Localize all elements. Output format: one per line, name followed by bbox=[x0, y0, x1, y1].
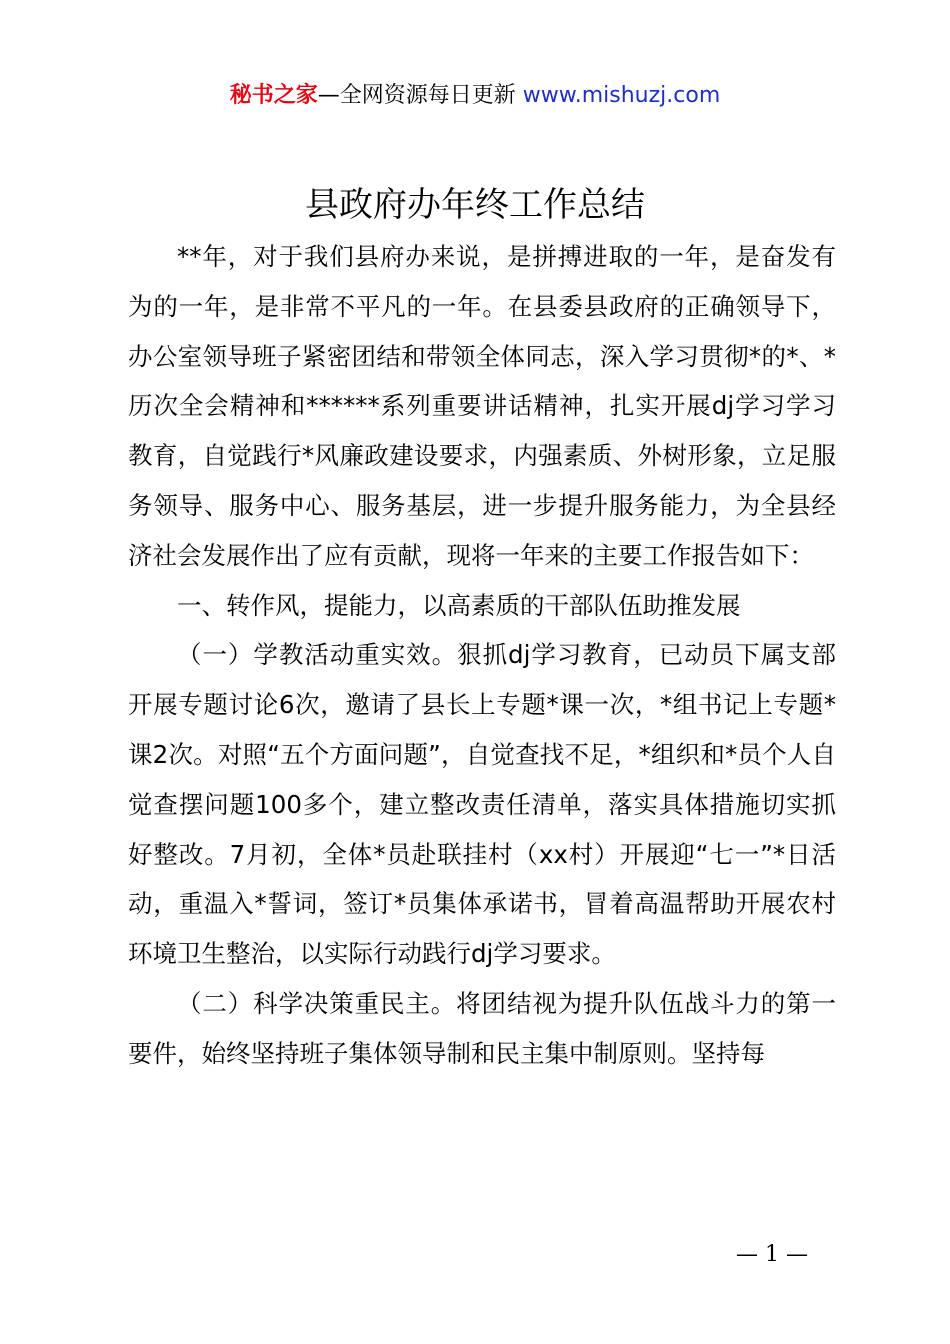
site-url-link[interactable]: www.mishuzj.com bbox=[522, 83, 721, 108]
intro-paragraph: **年，对于我们县府办来说，是拼搏进取的一年，是奋发有为的一年，是非常不平凡的一年。在县委县政府的正确领导下，办公室领导班子紧密团结和带领全体同志，深入学习贯彻*的*、*历次全会精神和******系列重要讲话精神，扎实开展dj学习学习教育，自觉践行*风廉政建设要求，内强素质、外树形象，立足服务领导、服务中心、服务基层，进一步提升服务能力，为全县经济社会发展作出了应有贡献，现将一年来的主要工作报告如下： bbox=[128, 242, 836, 570]
site-header bbox=[0, 80, 950, 112]
section-heading-1: 一、转作风，提能力，以高素质的干部队伍助推发展 bbox=[177, 590, 741, 620]
document-body bbox=[128, 232, 836, 1079]
page-number: — 1 — bbox=[736, 1242, 808, 1267]
subsection-paragraph-1: （一）学教活动重实效。狠抓dj学习教育，已动员下属支部开展专题讨论6次，邀请了县长上专题*课一次，*组书记上专题*课2次。对照“五个方面问题”，自觉查找不足，*组织和*员个人自觉查摆问题100多个，建立整改责任清单，落实具体措施切实抓好整改。7月初，全体*员赴联挂村（xx村）开展迎“七一”*日活动，重温入*誓词，签订*员集体承诺书，冒着高温帮助开展农村环境卫生整治，以实际行动践行dj学习要求。 bbox=[128, 640, 836, 969]
document-title: 县政府办年终工作总结 bbox=[305, 185, 645, 225]
brand-name: 秘书之家 bbox=[229, 83, 318, 108]
subsection-paragraph-2: （二）科学决策重民主。将团结视为提升队伍战斗力的第一要件，始终坚持班子集体领导制和民主集中制原则。坚持每 bbox=[128, 988, 836, 1068]
header-tagline: —全网资源每日更新 bbox=[317, 83, 516, 108]
